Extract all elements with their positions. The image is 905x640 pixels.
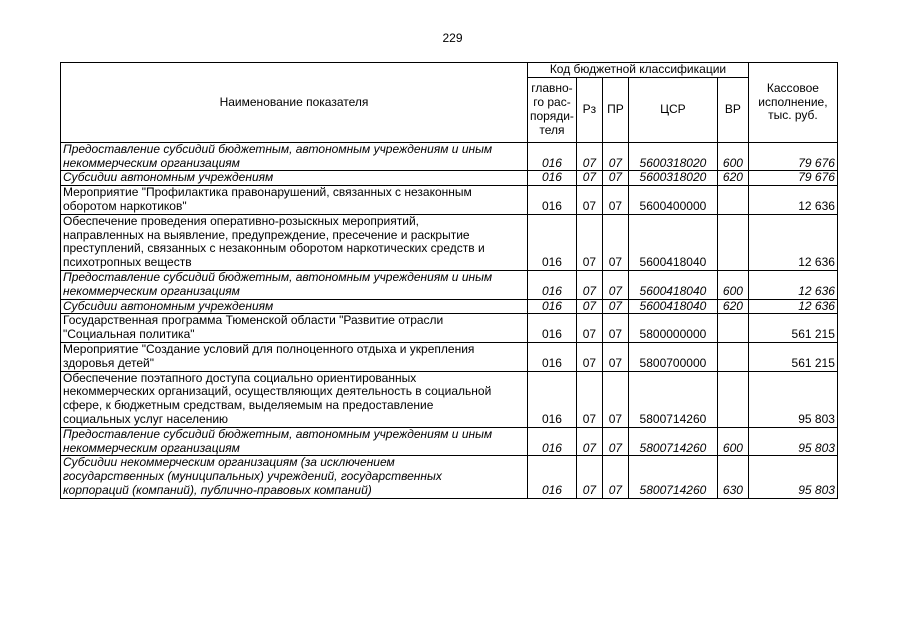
col-header-pr: ПР (602, 77, 628, 142)
row-rz-code: 07 (576, 456, 602, 498)
row-csr-code: 5600418040 (628, 299, 717, 314)
row-name-line: Предоставление субсидий бюджетным, автономным учреждениям и иным (63, 426, 493, 441)
row-rz-code: 07 (576, 186, 602, 215)
row-name-line: психотропных веществ (63, 255, 192, 270)
table-row (61, 456, 838, 498)
row-name-line: преступлений, связанных с незаконным оборотом наркотических средств и (63, 241, 485, 256)
row-name-line: государственных (муниципальных) учреждений, государственных (63, 469, 442, 484)
row-csr-code: 5600418040 (628, 214, 717, 270)
table-row (61, 314, 838, 343)
row-name-line: некоммерческим организациям (63, 155, 240, 170)
row-glavn-code: 016 (528, 456, 577, 498)
col-header-csr: ЦСР (628, 77, 717, 142)
row-csr-code: 5800700000 (628, 342, 717, 371)
row-name (61, 342, 528, 371)
row-name-line: оборотом наркотиков" (63, 198, 187, 213)
row-amount: 79 676 (748, 171, 837, 186)
row-rz-code: 07 (576, 314, 602, 343)
row-csr-code: 5800714260 (628, 427, 717, 456)
row-glavn-code: 016 (528, 371, 577, 427)
row-glavn-code: 016 (528, 314, 577, 343)
row-rz-code: 07 (576, 142, 602, 171)
row-amount: 561 215 (748, 342, 837, 371)
row-glavn-code: 016 (528, 427, 577, 456)
table-row (61, 299, 838, 314)
row-amount: 79 676 (748, 142, 837, 171)
table-row (61, 427, 838, 456)
row-name-line: некоммерческих организаций, осуществляющих деятельность в социальной (63, 384, 492, 399)
row-rz-code: 07 (576, 299, 602, 314)
table-row (61, 142, 838, 171)
row-csr-code: 5800714260 (628, 456, 717, 498)
col-header-vr: ВР (717, 77, 748, 142)
row-name-line: некоммерческим организациям (63, 440, 240, 455)
row-pr-code: 07 (602, 171, 628, 186)
row-glavn-code: 016 (528, 171, 577, 186)
row-vr-code: 620 (717, 299, 748, 314)
row-vr-code (717, 186, 748, 215)
row-name (61, 214, 528, 270)
row-amount: 12 636 (748, 270, 837, 299)
row-name-line: некоммерческим организациям (63, 283, 240, 298)
budget-table (60, 62, 838, 499)
row-amount: 12 636 (748, 214, 837, 270)
row-name-line: Субсидии некоммерческим организациям (за исключением (63, 455, 395, 470)
row-glavn-code: 016 (528, 299, 577, 314)
row-name-line: здоровья детей" (63, 355, 154, 370)
row-glavn-code: 016 (528, 214, 577, 270)
row-name (61, 427, 528, 456)
row-csr-code: 5600418040 (628, 270, 717, 299)
row-vr-code: 600 (717, 427, 748, 456)
row-name (61, 299, 528, 314)
table-row (61, 186, 838, 215)
col-header-glavn: главно- го рас- поряди- теля (528, 77, 577, 142)
row-name (61, 142, 528, 171)
row-vr-code (717, 214, 748, 270)
row-name-line: Субсидии автономным учреждениям (63, 170, 274, 185)
table-row (61, 270, 838, 299)
page-number: 229 (442, 31, 463, 45)
row-amount: 12 636 (748, 299, 837, 314)
row-glavn-code: 016 (528, 142, 577, 171)
row-name-line: Субсидии автономным учреждениям (63, 298, 274, 313)
row-name-line: корпораций (компаний), публично-правовых компаний) (63, 482, 372, 497)
row-name-line: Предоставление субсидий бюджетным, автономным учреждениям и иным (63, 141, 493, 156)
row-pr-code: 07 (602, 299, 628, 314)
row-csr-code: 5600318020 (628, 171, 717, 186)
row-pr-code: 07 (602, 314, 628, 343)
col-header-amount: Кассовое исполнение, тыс. руб. (748, 63, 837, 143)
row-name-line: сфере, к бюджетным средствам, выделяемым на предоставление (63, 398, 434, 413)
row-name-line: Обеспечение проведения оперативно-розыскных мероприятий, (63, 213, 419, 228)
row-vr-code (717, 371, 748, 427)
row-name-line: Обеспечение поэтапного доступа социально ориентированных (63, 370, 417, 385)
row-name-line: социальных услуг населению (63, 411, 229, 426)
row-pr-code: 07 (602, 142, 628, 171)
row-vr-code: 600 (717, 142, 748, 171)
row-rz-code: 07 (576, 342, 602, 371)
row-glavn-code: 016 (528, 342, 577, 371)
row-glavn-code: 016 (528, 186, 577, 215)
table-row (61, 342, 838, 371)
row-amount: 12 636 (748, 186, 837, 215)
row-amount: 95 803 (748, 371, 837, 427)
row-pr-code: 07 (602, 342, 628, 371)
row-name (61, 171, 528, 186)
row-csr-code: 5600400000 (628, 186, 717, 215)
row-pr-code: 07 (602, 270, 628, 299)
row-vr-code: 600 (717, 270, 748, 299)
row-vr-code (717, 314, 748, 343)
row-name (61, 371, 528, 427)
row-name-line: Мероприятие "Создание условий для полноценного отдыха и укрепления (63, 341, 475, 356)
table-row (61, 171, 838, 186)
table-row (61, 371, 838, 427)
row-name-line: "Социальная политика" (63, 327, 195, 342)
row-rz-code: 07 (576, 427, 602, 456)
row-vr-code: 620 (717, 171, 748, 186)
col-header-code-group: Код бюджетной классификации (528, 63, 749, 78)
row-name (61, 270, 528, 299)
row-vr-code: 630 (717, 456, 748, 498)
row-rz-code: 07 (576, 371, 602, 427)
row-name-line: Мероприятие "Профилактика правонарушений, связанных с незаконным (63, 185, 472, 200)
row-name-line: Государственная программа Тюменской области "Развитие отрасли (63, 313, 444, 328)
col-header-name: Наименование показателя (61, 63, 528, 143)
row-glavn-code: 016 (528, 270, 577, 299)
row-rz-code: 07 (576, 171, 602, 186)
row-pr-code: 07 (602, 427, 628, 456)
row-name (61, 314, 528, 343)
row-amount: 95 803 (748, 427, 837, 456)
col-header-rz: Рз (576, 77, 602, 142)
row-name-line: направленных на выявление, предупреждение, пресечение и раскрытие (63, 227, 470, 242)
row-name (61, 186, 528, 215)
row-vr-code (717, 342, 748, 371)
row-pr-code: 07 (602, 456, 628, 498)
row-pr-code: 07 (602, 186, 628, 215)
row-name-line: Предоставление субсидий бюджетным, автономным учреждениям и иным (63, 269, 493, 284)
row-csr-code: 5800714260 (628, 371, 717, 427)
row-amount: 561 215 (748, 314, 837, 343)
row-csr-code: 5600318020 (628, 142, 717, 171)
row-rz-code: 07 (576, 214, 602, 270)
row-pr-code: 07 (602, 214, 628, 270)
row-pr-code: 07 (602, 371, 628, 427)
row-csr-code: 5800000000 (628, 314, 717, 343)
row-name (61, 456, 528, 498)
row-amount: 95 803 (748, 456, 837, 498)
table-row (61, 214, 838, 270)
row-rz-code: 07 (576, 270, 602, 299)
